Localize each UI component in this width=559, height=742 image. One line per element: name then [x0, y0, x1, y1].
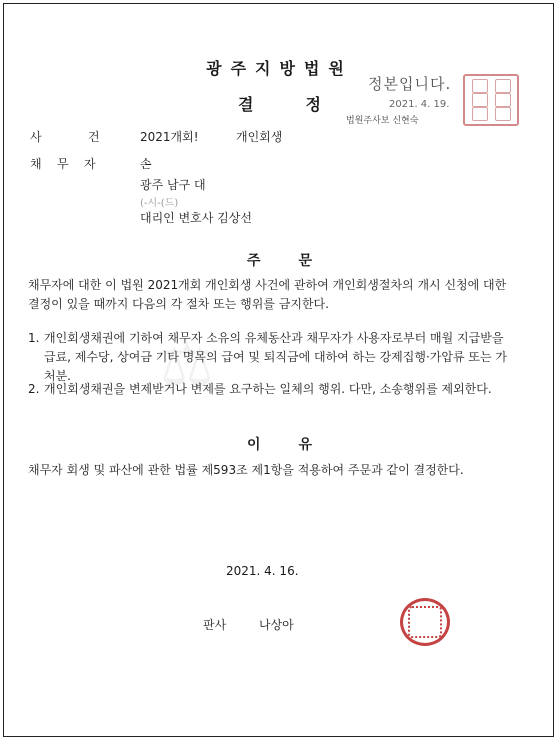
order-item-number: 2. — [28, 382, 40, 396]
decision-date: 2021. 4. 16. — [226, 564, 299, 578]
order-item — [28, 329, 508, 386]
order-item-text: 개인회생채권을 변제받거나 변제를 요구하는 일체의 행위. 다만, 소송행위를 제외한다. — [44, 382, 492, 396]
case-label: 사 건 — [30, 130, 100, 144]
order-item-text: 개인회생채권에 기하여 채무자 소유의 유체동산과 채무자가 사용자로부터 매월 지급받을 급료, 제수당, 상여금 기타 명목의 급여 및 퇴직금에 대하여 하는 강제집행·가압류 또는 가처분. — [44, 331, 507, 383]
certification-seal-icon — [463, 74, 519, 126]
judge-name: 나상아 — [259, 618, 294, 632]
background-watermark: ⚖ — [160, 330, 234, 400]
debtor-address-line2: (-시-(드) — [140, 198, 179, 209]
reason-body: 채무자 회생 및 파산에 관한 법률 제593조 제1항을 적용하여 주문과 같이 결정한다. — [28, 463, 464, 477]
debtor-label: 채 무 자 — [30, 157, 96, 171]
order-heading: 주문 — [246, 253, 351, 269]
court-name: 광주지방법원 — [206, 59, 353, 78]
judge-title: 판사 — [203, 618, 227, 632]
case-type: 개인회생 — [236, 130, 283, 144]
certification-officer: 법원주사보 신현숙 — [346, 116, 419, 126]
certification-text: 정본입니다. — [368, 75, 452, 93]
certification-date: 2021. 4. 19. — [389, 99, 450, 110]
order-item — [28, 380, 508, 399]
debtor-address: 광주 남구 대 — [140, 178, 206, 192]
order-body: 채무자에 대한 이 법원 2021개회 개인회생 사건에 관하여 개인회생절차의 개시 신청에 대한 결정이 있을 때까지 다음의 각 절차 또는 행위를 금지한다. — [28, 278, 507, 311]
order-item-number: 1. — [28, 331, 40, 345]
representative: 대리인 변호사 김상선 — [140, 211, 252, 225]
debtor-name: 손 — [140, 157, 152, 171]
reason-heading: 이유 — [246, 437, 351, 453]
document-title: 결정 — [238, 95, 373, 114]
judge-seal-icon — [400, 598, 450, 646]
case-number: 2021개회! — [140, 130, 199, 144]
